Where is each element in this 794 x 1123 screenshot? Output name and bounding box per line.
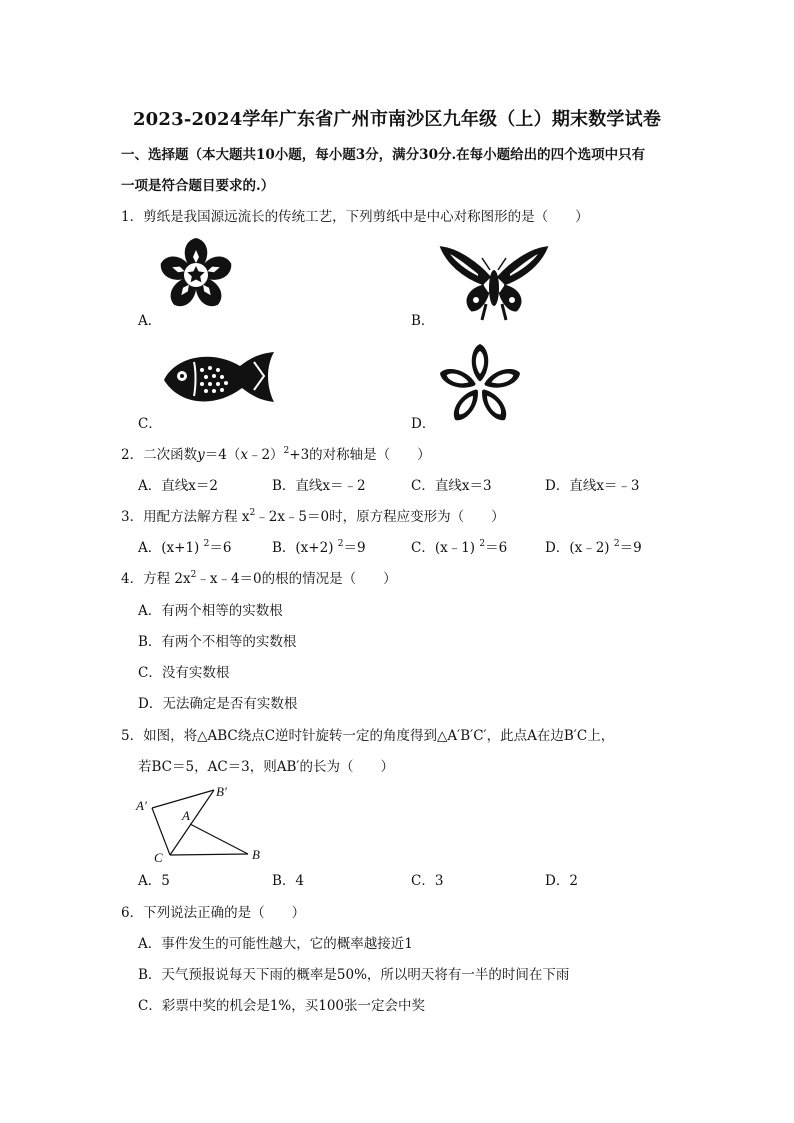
q6-stem: 6．下列说法正确的是（ ） bbox=[121, 905, 306, 921]
q2-option-c: C．直线x＝3 bbox=[411, 478, 492, 494]
q4-option-a: A．有两个相等的实数根 bbox=[138, 603, 283, 619]
section-heading-line1: 一、选择题（本大题共10小题，每小题3分，满分30分.在每小题给出的四个选项中只有 bbox=[121, 147, 646, 163]
q5-stem-line2: 若BC＝5，AC＝3，则AB′的长为（ ） bbox=[138, 759, 394, 775]
label-c: C bbox=[154, 850, 163, 865]
five-petal-papercut-icon bbox=[436, 342, 524, 428]
segment-b1-c bbox=[170, 790, 214, 855]
q5-option-d: D．2 bbox=[545, 873, 578, 889]
butterfly-papercut-icon bbox=[438, 244, 550, 326]
label-a-prime: A′ bbox=[136, 798, 147, 813]
q1-option-a-label: A． bbox=[138, 313, 162, 329]
q1-stem: 1．剪纸是我国源远流长的传统工艺，下列剪纸中是中心对称图形的是（ ） bbox=[121, 209, 589, 225]
q4-option-b: B．有两个不相等的实数根 bbox=[138, 634, 297, 650]
flower-papercut-icon bbox=[158, 236, 234, 314]
q1-option-d-label: D． bbox=[411, 416, 436, 432]
q3-option-a: A．(x+1) $^2$＝6 bbox=[138, 539, 232, 556]
segment-a1-c bbox=[152, 808, 170, 855]
q3-option-c: C．(x﹣1) $^2$＝6 bbox=[411, 539, 508, 556]
q5-option-c: C．3 bbox=[411, 873, 444, 889]
q6-option-c: C．彩票中奖的机会是1%，买100张一定会中奖 bbox=[138, 998, 426, 1014]
q3-stem: 3．用配方法解方程 $x^2﹣2x﹣5=0$时，原方程应变形为（ ） bbox=[121, 508, 505, 525]
segment-a1-b1 bbox=[152, 790, 214, 808]
q5-option-b: B．4 bbox=[272, 873, 305, 889]
segment-c-b bbox=[170, 854, 248, 855]
label-b: B bbox=[252, 847, 260, 862]
q2-option-d: D．直线x＝﹣3 bbox=[545, 478, 640, 494]
q4-option-d: D．无法确定是否有实数根 bbox=[138, 696, 298, 712]
q5-option-a: A．5 bbox=[138, 873, 170, 889]
q1-option-b-label: B． bbox=[411, 313, 435, 329]
q2-option-a: A．直线x＝2 bbox=[138, 478, 218, 494]
rotation-triangle-diagram bbox=[134, 782, 274, 868]
q2-option-b: B．直线x＝﹣2 bbox=[272, 478, 366, 494]
q1-option-c-label: C． bbox=[138, 416, 162, 432]
q4-stem: 4．方程 $2x^2﹣x﹣4=0$的根的情况是（ ） bbox=[121, 570, 397, 587]
q4-option-c: C．没有实数根 bbox=[138, 665, 230, 681]
q6-option-b: B．天气预报说每天下雨的概率是50%，所以明天将有一半的时间在下雨 bbox=[138, 967, 570, 983]
q5-stem-line1: 5．如图，将△ABC绕点C逆时针旋转一定的角度得到△A′B′C′，此点A在边B′C上， bbox=[121, 728, 615, 744]
q3-option-b: B．(x+2) $^2$＝9 bbox=[272, 539, 366, 556]
fish-papercut-icon bbox=[160, 346, 278, 410]
q3-option-d: D．(x﹣2) $^2$＝9 bbox=[545, 539, 642, 556]
q6-option-a: A．事件发生的可能性越大，它的概率越接近1 bbox=[138, 936, 413, 952]
label-a: A bbox=[182, 808, 190, 823]
label-b-prime: B′ bbox=[216, 784, 227, 799]
q2-stem: 2．二次函数y＝4（x﹣2）$^2$+3的对称轴是（ ） bbox=[121, 446, 431, 463]
segment-a-b bbox=[190, 824, 248, 854]
page-title: 2023-2024学年广东省广州市南沙区九年级（上）期末数学试卷 bbox=[132, 109, 662, 130]
section-heading-line2: 一项是符合题目要求的.） bbox=[121, 178, 275, 194]
